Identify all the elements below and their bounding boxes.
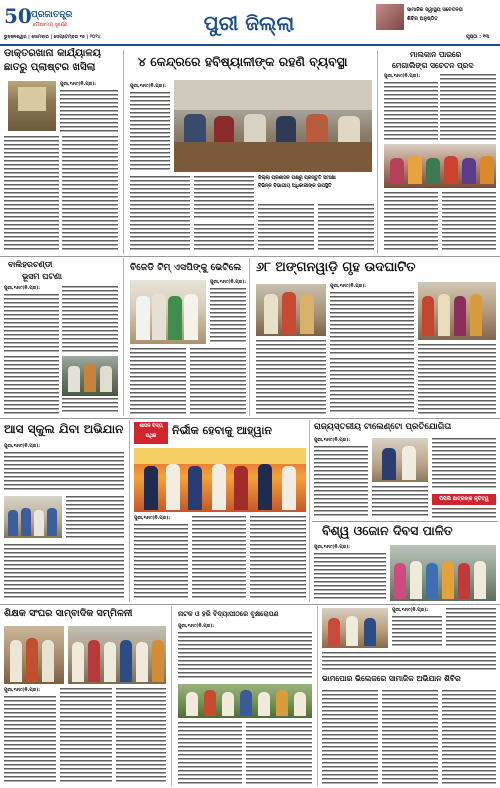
article-body (330, 358, 414, 414)
caption-line: ବିଭିନ୍ନ ବିଭାଗୀୟ ଅଧିକାରୀଙ୍କ ଉପସ୍ଥିତି (258, 184, 332, 189)
article-body (130, 92, 170, 170)
article-body (62, 136, 118, 252)
date-line: ଭୁବନେଶ୍ୱର | ସୋମବାର | ସେପ୍ଟେମ୍ବର ୧୭ | ୨୦୨୪ (4, 35, 101, 40)
photo-teachers-group (68, 626, 166, 684)
article-body (382, 690, 438, 784)
article-body (62, 398, 118, 414)
promo-line2: ଶିବିର ଅନୁଷ୍ଠିତ (407, 16, 438, 22)
article-body (60, 688, 112, 784)
article-body (4, 696, 56, 784)
article-headline: ରାଜ୍ୟସ୍ତରୀୟ ଟାଲେଣ୍ଟୋ ପ୍ରତିଯୋଗିତା (314, 422, 452, 432)
article-body (116, 688, 166, 784)
article-body (4, 294, 59, 354)
article-headline: ଛାତରୁ ପ୍ଲାଷ୍ଟର ଖସିଲା (4, 62, 96, 73)
photo-teachers-meeting (4, 626, 64, 684)
article-body (322, 652, 496, 672)
article-body (62, 286, 118, 354)
section-title: ପୁରୀ ଜିଲ୍ଲା (203, 11, 295, 35)
article-body (4, 452, 124, 492)
photo-hospital-ceiling (8, 81, 56, 131)
article-body (130, 176, 190, 252)
photo-bjd-team (130, 280, 206, 344)
photo-award-student (372, 438, 428, 482)
kicker-line: ଶାସନ ବିଦ୍ୟ (139, 424, 163, 429)
photo-plantation (178, 684, 312, 718)
dateline: ପୁରୀ,୧୬ା୯(ନି.ପ୍ର): (4, 444, 41, 449)
article-ozone-day (312, 523, 498, 602)
article-body (418, 344, 496, 414)
article-headline: ବିଜେଡି ଟିମ୍ ଏସପିଙ୍କୁ ଭେଟିଲେ (130, 262, 242, 273)
dateline: ପୁରୀ,୧୬ା୯(ନି.ପ୍ର): (60, 82, 97, 87)
article-body (322, 690, 378, 784)
subhead-banner (432, 494, 496, 505)
dateline: ପୁରୀ,୧୬ା୯(ନି.ପ୍ର): (392, 608, 429, 613)
article-headline: ବିଶ୍ୱ ଓଜୋନ ଦିବସ ପାଳିତ (322, 523, 453, 538)
dateline: ପୁରୀ,୧୬ା୯(ନି.ପ୍ର): (314, 545, 351, 550)
article-body (178, 722, 242, 784)
subhead-text: ପିପିଲି ଛାତ୍ରଙ୍କ କୃତିତ୍ୱ (439, 496, 489, 502)
masthead-rule (0, 44, 500, 46)
dateline: ପୁରୀ,୧୬ା୯(ନି.ପ୍ର): (314, 438, 351, 443)
page-number: ପୃଷ୍ଠା : ୧୩ (466, 35, 489, 40)
article-balihar-incident (0, 258, 122, 416)
dateline: ପୁରୀ,୧୬ା୯(ନି.ପ୍ର): (4, 688, 41, 693)
article-body (178, 632, 312, 680)
article-megaling-awareness (380, 48, 498, 254)
article-anganwadi-inaugurated (252, 258, 498, 416)
section-title-banner (193, 9, 305, 37)
article-body (194, 176, 254, 220)
article-teachers-press-meet (0, 606, 170, 786)
article-plantation (174, 606, 316, 786)
article-fearless-call (132, 420, 308, 602)
article-body (442, 192, 496, 252)
article-body (392, 616, 442, 648)
article-body (246, 722, 312, 784)
article-body (314, 553, 386, 601)
article-body (66, 496, 124, 540)
article-body (194, 224, 254, 252)
dateline: ପୁରୀ,୧୬ା୯(ନି.ପ୍ର): (4, 286, 41, 291)
dateline: ପୁରୀ,୧୬ା୯(ନି.ପ୍ର): (330, 284, 367, 289)
article-social-campaign-camp (320, 606, 498, 786)
article-body (432, 508, 496, 518)
dateline: ପୁରୀ,୧୬ା୯(ନି.ପ୍ର): (130, 84, 167, 89)
article-body (134, 524, 188, 600)
promo-line1: ସାମାଜିକ ସ୍ୱାସ୍ଥ୍ୟ ସଚେତନତା (407, 7, 463, 13)
article-body (130, 348, 186, 414)
article-body (446, 608, 496, 648)
article-headline: ମେଗାଲିଙ୍ଗ ସଚେତନ ପ୍ରଦ (392, 61, 474, 70)
article-body (384, 192, 438, 252)
article-body (258, 204, 314, 252)
article-body (440, 74, 496, 140)
photo-meeting (174, 80, 372, 172)
article-headline: ଶିକ୍ଷକ ସଂଘର ସାମ୍ବାଦିକ ସମ୍ମିଳନୀ (4, 608, 133, 619)
paper-name: ପ୍ରଜାତନ୍ତ୍ର (31, 10, 73, 20)
photo-ozone-group (390, 545, 496, 601)
article-hospital-plaster (0, 48, 122, 254)
article-body (432, 438, 496, 490)
photo-awareness-event (384, 144, 496, 188)
promo-photo (376, 4, 404, 30)
article-talento-competition (312, 420, 498, 520)
article-body (4, 356, 59, 414)
article-body (330, 292, 414, 354)
article-headline: ଡାକ୍ତରଖାନା କାର୍ଯ୍ୟାଳୟ (4, 48, 101, 59)
anniversary-label: ଗୌରବମୟ ସୁବର୍ଣ୍ଣ (33, 23, 68, 28)
photo-caption (258, 175, 374, 201)
article-headline: ୪ କେନ୍ଦ୍ରରେ ହବିଷ୍ୟାଳୀଙ୍କ ରହଣି ବ୍ୟବସ୍ଥା (138, 54, 348, 69)
caption-line: ଜିଲ୍ଲା ପ୍ରଶାସନ ପକ୍ଷରୁ ପ୍ରସ୍ତୁତି ସମୀକ୍ଷା (258, 176, 336, 181)
article-body (318, 204, 374, 252)
article-headline: ମାଲକାନ ପାରରେ (410, 50, 462, 59)
photo-camp-left (322, 608, 388, 648)
masthead (0, 0, 500, 46)
article-body (210, 288, 246, 344)
photo-anganwadi-gathering (418, 282, 496, 340)
article-body (442, 690, 496, 784)
kicker-line: ପଥିକ (145, 434, 157, 439)
article-headline: ନାଟକ ଓ ହରି ବିଦ୍ୟାପୀଠରେ ବୃକ୍ଷରୋପଣ (178, 610, 279, 618)
article-headline: ୬୮ ଅଙ୍ଗନୱାଡ଼ି ଗୃହ ଉଦଘାଟିତ (256, 260, 416, 275)
photo-anganwadi-inauguration (256, 284, 326, 336)
dateline: ପୁରୀ,୧୬ା୯(ନି.ପ୍ର): (134, 516, 171, 521)
article-headline: ବାଲିହରଚଣ୍ଡୀ (8, 260, 53, 269)
article-bjd-team-sp (126, 258, 248, 416)
kicker-box (134, 422, 168, 444)
article-headline: ଆସ ସ୍କୁଲ ଯିବା ଅଭିଯାନ (4, 422, 124, 436)
article-havishyali-lodging (126, 48, 376, 254)
photo-stage-event (134, 448, 306, 512)
article-body (256, 340, 326, 414)
anniversary-number: 50 (4, 4, 32, 28)
article-headline: ଭାମପୋର ଭିଲେଜରେ ସାମାଜିକ ଅଭିଯାନ ଶିବିର (322, 674, 461, 683)
article-body (60, 90, 118, 132)
article-headline: ନିର୍ଭୀକ ହେବାକୁ ଆହ୍ୱାନ (172, 424, 272, 437)
anniversary-logo (4, 4, 102, 30)
photo-balihar-scene (62, 356, 118, 396)
article-body (250, 516, 306, 600)
dateline: ପୁରୀ,୧୬ା୯(ନି.ପ୍ର): (210, 280, 247, 285)
promo-box (376, 4, 496, 32)
article-body (372, 486, 428, 518)
article-body (384, 82, 438, 140)
dateline: ପୁରୀ,୧୬ା୯(ନି.ପ୍ର): (178, 624, 215, 629)
article-body (192, 516, 246, 600)
article-body (4, 544, 124, 600)
article-body (4, 136, 59, 252)
article-body (190, 348, 246, 414)
article-school-campaign (0, 420, 128, 602)
article-body (314, 446, 368, 518)
article-headline: ଭୂସମ ଘଟଣା (22, 272, 62, 281)
photo-school-children (4, 496, 62, 538)
dateline: ପୁରୀ,୧୬ା୯(ନି.ପ୍ର): (384, 74, 421, 79)
